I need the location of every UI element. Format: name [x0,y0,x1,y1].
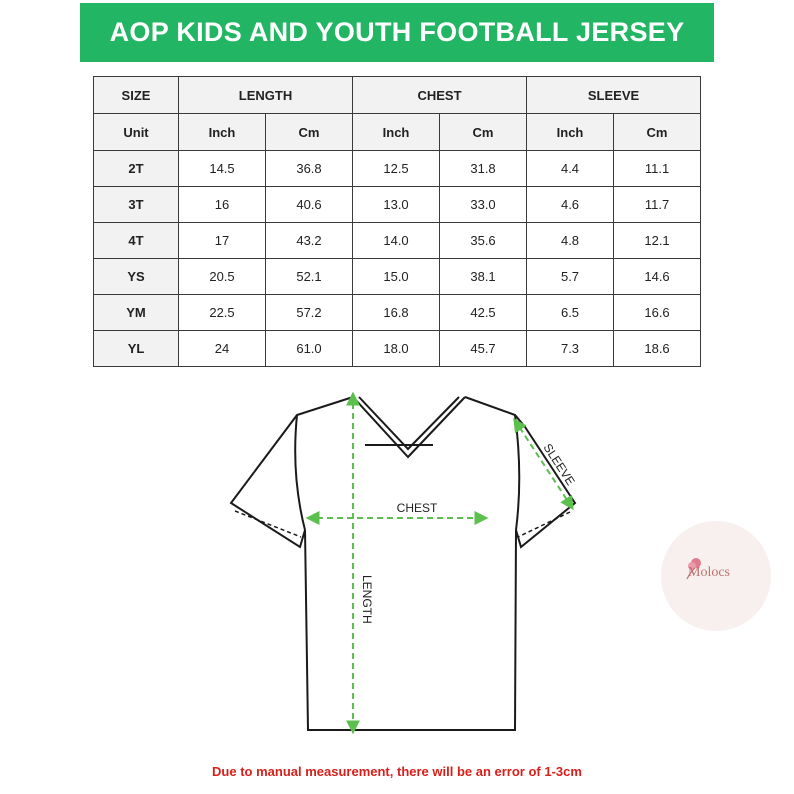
size-cell: YL [94,331,179,367]
value-cell: 20.5 [179,259,266,295]
value-cell: 14.6 [614,259,701,295]
value-cell: 57.2 [266,295,353,331]
size-cell: 2T [94,151,179,187]
value-cell: 15.0 [353,259,440,295]
value-cell: 61.0 [266,331,353,367]
value-cell: 11.7 [614,187,701,223]
value-cell: 45.7 [440,331,527,367]
value-cell: 36.8 [266,151,353,187]
header-sleeve: SLEEVE [527,77,701,114]
value-cell: 6.5 [527,295,614,331]
jersey-armhole-left [295,415,305,530]
unit-cell: Inch [353,114,440,151]
jersey-armhole-right [515,415,519,530]
value-cell: 33.0 [440,187,527,223]
value-cell: 4.6 [527,187,614,223]
value-cell: 5.7 [527,259,614,295]
value-cell: 4.8 [527,223,614,259]
sleeve-label: SLEEVE [540,441,578,488]
sleeve-stitch-left [235,511,301,537]
value-cell: 12.1 [614,223,701,259]
value-cell: 40.6 [266,187,353,223]
value-cell: 22.5 [179,295,266,331]
value-cell: 18.0 [353,331,440,367]
value-cell: 31.8 [440,151,527,187]
jersey-diagram [225,385,595,755]
header-length: LENGTH [179,77,353,114]
value-cell: 43.2 [266,223,353,259]
measurement-note: Due to manual measurement, there will be an error of 1-3cm [212,764,582,779]
unit-label: Unit [94,114,179,151]
value-cell: 14.0 [353,223,440,259]
table-header-row [94,77,701,114]
table-row [94,331,701,367]
header-size: SIZE [94,77,179,114]
size-cell: YM [94,295,179,331]
table-row [94,259,701,295]
table-row [94,187,701,223]
value-cell: 35.6 [440,223,527,259]
page-title: AOP KIDS AND YOUTH FOOTBALL JERSEY [80,3,714,62]
value-cell: 24 [179,331,266,367]
unit-cell: Inch [527,114,614,151]
sleeve-stitch-right [518,512,570,537]
size-cell: 4T [94,223,179,259]
length-label: LENGTH [360,575,374,624]
jersey-outline [231,397,578,730]
value-cell: 16.6 [614,295,701,331]
unit-cell: Cm [440,114,527,151]
logo-text: Molocs [688,565,730,580]
value-cell: 38.1 [440,259,527,295]
jersey-collar [353,397,465,457]
value-cell: 12.5 [353,151,440,187]
unit-cell: Inch [179,114,266,151]
value-cell: 18.6 [614,331,701,367]
unit-cell: Cm [266,114,353,151]
value-cell: 52.1 [266,259,353,295]
value-cell: 11.1 [614,151,701,187]
table-row [94,295,701,331]
header-chest: CHEST [353,77,527,114]
size-cell: 3T [94,187,179,223]
table-row [94,223,701,259]
value-cell: 13.0 [353,187,440,223]
unit-cell: Cm [614,114,701,151]
value-cell: 42.5 [440,295,527,331]
value-cell: 16 [179,187,266,223]
value-cell: 16.8 [353,295,440,331]
value-cell: 14.5 [179,151,266,187]
size-chart-table [93,76,701,367]
value-cell: 7.3 [527,331,614,367]
table-row [94,151,701,187]
table-unit-row [94,114,701,151]
value-cell: 4.4 [527,151,614,187]
value-cell: 17 [179,223,266,259]
size-cell: YS [94,259,179,295]
chest-label: CHEST [396,501,438,515]
